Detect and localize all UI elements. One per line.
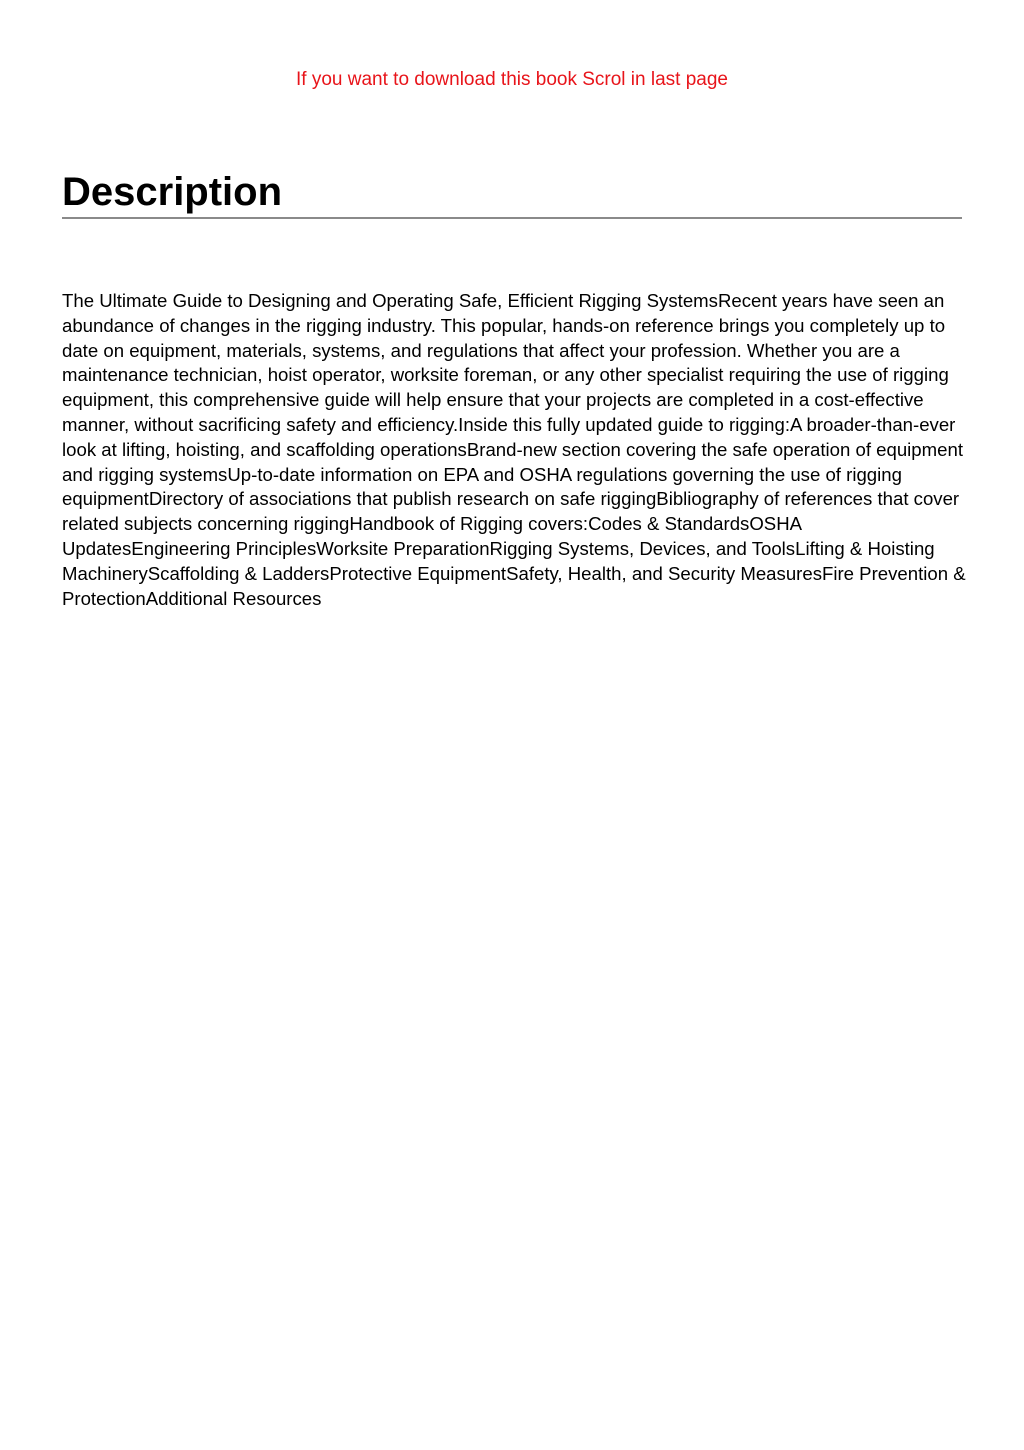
section-heading: Description — [62, 170, 283, 214]
download-notice: If you want to download this book Scrol in last page — [296, 69, 728, 90]
description-paragraph: The Ultimate Guide to Designing and Operating Safe, Efficient Rigging SystemsRecent years have seen an abundance of changes in the rigging industry. This popular, hands-on reference brings you completely up to date on equipment, materials, systems, and regulations that affect your profession. Whether you are a maintenance technician, hoist operator, worksite foreman, or any other specialist requiring the use of rigging equipment, this comprehensive guide will help ensure that your projects are completed in a cost-effective manner, without sacrificing safety and efficiency.Inside this fully updated guide to rigging:A broader-than-ever look at lifting, hoisting, and scaffolding operationsBrand-new section covering the safe operation of equipment and rigging systemsUp-to-date information on EPA and OSHA regulations governing the use of rigging equipmentDirectory of associations that publish research on safe riggingBibliography of references that cover related subjects concerning riggingHandbook of Rigging covers:Codes & StandardsOSHA UpdatesEngineering PrinciplesWorksite PreparationRigging Systems, Devices, and ToolsLifting & Hoisting MachineryScaffolding & LaddersProtective EquipmentSafety, Health, and Security MeasuresFire Prevention & ProtectionAdditional Resources — [62, 290, 966, 609]
heading-divider — [62, 217, 962, 219]
